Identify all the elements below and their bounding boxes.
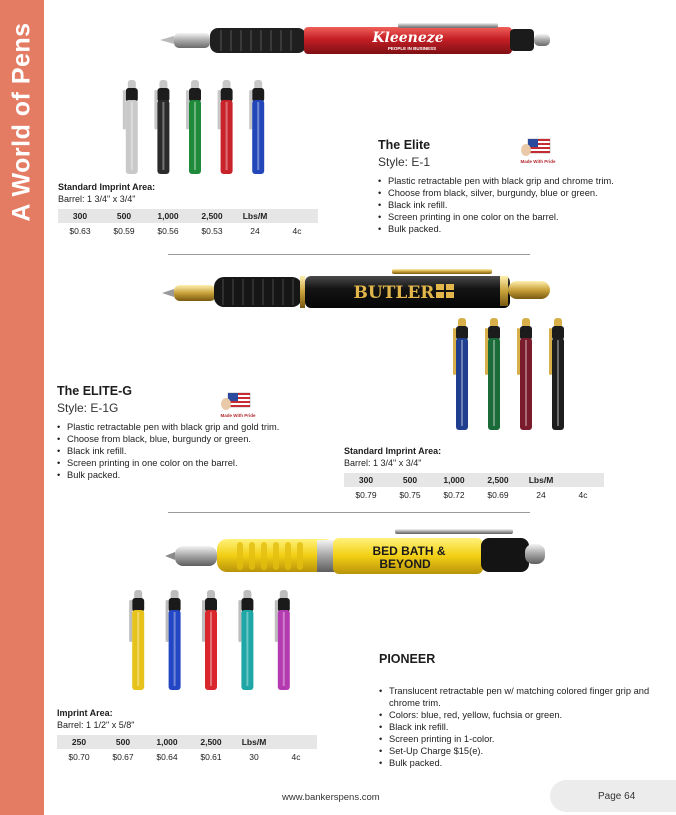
pen-color-variant [218,80,233,174]
pen-color-variant [249,80,264,174]
list-item: • Translucent retractable pen w/ matching colored finger grip and chrome trim. [379,685,651,709]
elite-g-description [57,384,319,481]
elite-g-imprint-area [344,446,604,502]
pioneer-imprint-area [57,708,317,764]
list-item: • Plastic retractable pen with black grip and gold trim. [57,421,319,433]
table-header-row [57,735,317,749]
badge-label: Made With Pride [520,159,556,164]
table-header: 300 [344,473,388,487]
table-header [275,735,317,749]
table-cell: $0.59 [113,225,135,236]
table-cell: 24 [536,489,546,500]
list-item: • Plastic retractable pen with black grip and chrome trim. [378,175,658,187]
list-item: • Screen printing in one color on the barrel. [57,457,319,469]
pioneer-price-table [57,735,317,764]
table-header: Lbs/M [233,735,275,749]
sidebar-title: A World of Pens [7,22,36,222]
pioneer-feature-list [379,685,651,769]
list-item: • Black ink refill. [378,199,658,211]
table-cell: 4c [291,751,301,762]
table-header: 250 [57,735,101,749]
table-header: 500 [101,735,145,749]
list-item: • Bulk packed. [57,469,319,481]
made-with-pride-badge [218,390,258,418]
pen-color-variant [275,590,290,690]
table-header: 500 [102,209,146,223]
section-divider [168,254,530,255]
table-header: 1,000 [146,209,190,223]
elite-pen-horizontal-image [158,22,554,60]
pen-color-variant [154,80,169,174]
section-divider [168,512,530,513]
table-cell: $0.63 [69,225,91,236]
elite-g-price-table [344,473,604,502]
table-header [562,473,604,487]
table-header: 1,000 [432,473,476,487]
elite-imprint-area [58,182,318,238]
table-header: 2,500 [190,209,234,223]
pioneer-title: PIONEER [379,652,436,666]
table-cell: $0.79 [355,489,377,500]
badge-label: Made With Pride [220,413,256,418]
pioneer-description [379,652,651,769]
elite-feature-list [378,175,658,235]
pen-color-variant [485,318,500,430]
imprint-title: Standard Imprint Area: [58,182,156,192]
table-cell: $0.72 [443,489,465,500]
pen-color-variant [166,590,181,690]
table-cell: $0.61 [200,751,222,762]
list-item: • Screen printing in 1-color. [379,733,651,745]
table-header-row [344,473,604,487]
table-row [57,749,317,764]
table-header: Lbs/M [234,209,276,223]
list-item: • Colors: blue, red, yellow, fuchsia or green. [379,709,651,721]
list-item: • Screen printing in one color on the barrel. [378,211,658,223]
elite-imprint-tagline: PEOPLE IN BUSINESS [387,46,437,51]
table-header-row [58,209,318,223]
table-header: 300 [58,209,102,223]
imprint-title: Imprint Area: [57,708,113,718]
pen-color-variant [549,318,564,430]
elite-price-table [58,209,318,238]
pen-color-variant [453,318,468,430]
pen-color-variant [129,590,144,690]
list-item: • Bulk packed. [378,223,658,235]
table-cell: $0.53 [201,225,223,236]
elite-g-imprint-logo: BUTLER [353,283,435,303]
table-header: 2,500 [189,735,233,749]
table-cell: $0.67 [112,751,134,762]
table-header: 1,000 [145,735,189,749]
footer-website-url: www.bankerspens.com [282,792,380,803]
table-header: 2,500 [476,473,520,487]
sidebar [0,0,44,815]
table-cell: $0.69 [487,489,509,500]
pen-color-variant [186,80,201,174]
elite-title: The Elite [378,138,431,152]
table-cell: $0.70 [68,751,90,762]
list-item: • Choose from black, blue, burgundy or green. [57,433,319,445]
imprint-barrel-size: Barrel: 1 3/4" x 3/4" [58,194,136,204]
elite-pen-lineup [116,80,274,179]
pen-color-variant [238,590,253,690]
table-cell: 4c [578,489,588,500]
table-cell: 30 [249,751,259,762]
pioneer-pen-lineup [120,590,302,695]
table-cell: $0.56 [157,225,179,236]
imprint-barrel-size: Barrel: 1 3/4" x 3/4" [344,458,422,468]
pioneer-imprint-logo-line-2: BEYOND [379,557,431,571]
page-number-pill [550,780,676,812]
pen-color-variant [123,80,138,174]
table-cell: 4c [292,225,302,236]
list-item: • Bulk packed. [379,757,651,769]
list-item: • Set-Up Charge $15(e). [379,745,651,757]
table-cell: $0.75 [399,489,421,500]
elite-g-pen-horizontal-image [160,268,555,310]
pen-color-variant [517,318,532,430]
table-cell: $0.64 [156,751,178,762]
elite-imprint-logo: Kleeneze [372,30,444,46]
pioneer-pen-horizontal-image [163,526,549,576]
table-cell: 24 [250,225,260,236]
imprint-barrel-size: Barrel: 1 1/2" x 5/8" [57,720,135,730]
pen-color-variant [202,590,217,690]
elite-g-feature-list [57,421,319,481]
table-header: 500 [388,473,432,487]
elite-g-style-code: Style: E-1G [57,401,119,415]
table-header: Lbs/M [520,473,562,487]
list-item: • Black ink refill. [57,445,319,457]
elite-g-title: The ELITE-G [57,384,132,398]
list-item: • Black ink refill. [379,721,651,733]
table-row [58,223,318,238]
imprint-title: Standard Imprint Area: [344,446,442,456]
elite-g-pen-lineup [446,318,574,435]
pioneer-imprint-logo-line-1: BED BATH & [372,544,446,558]
elite-style-code: Style: E-1 [378,155,431,169]
made-with-pride-badge [518,136,558,164]
list-item: • Choose from black, silver, burgundy, blue or green. [378,187,658,199]
table-header [276,209,318,223]
page-number: Page 64 [598,791,636,802]
table-row [344,487,604,502]
